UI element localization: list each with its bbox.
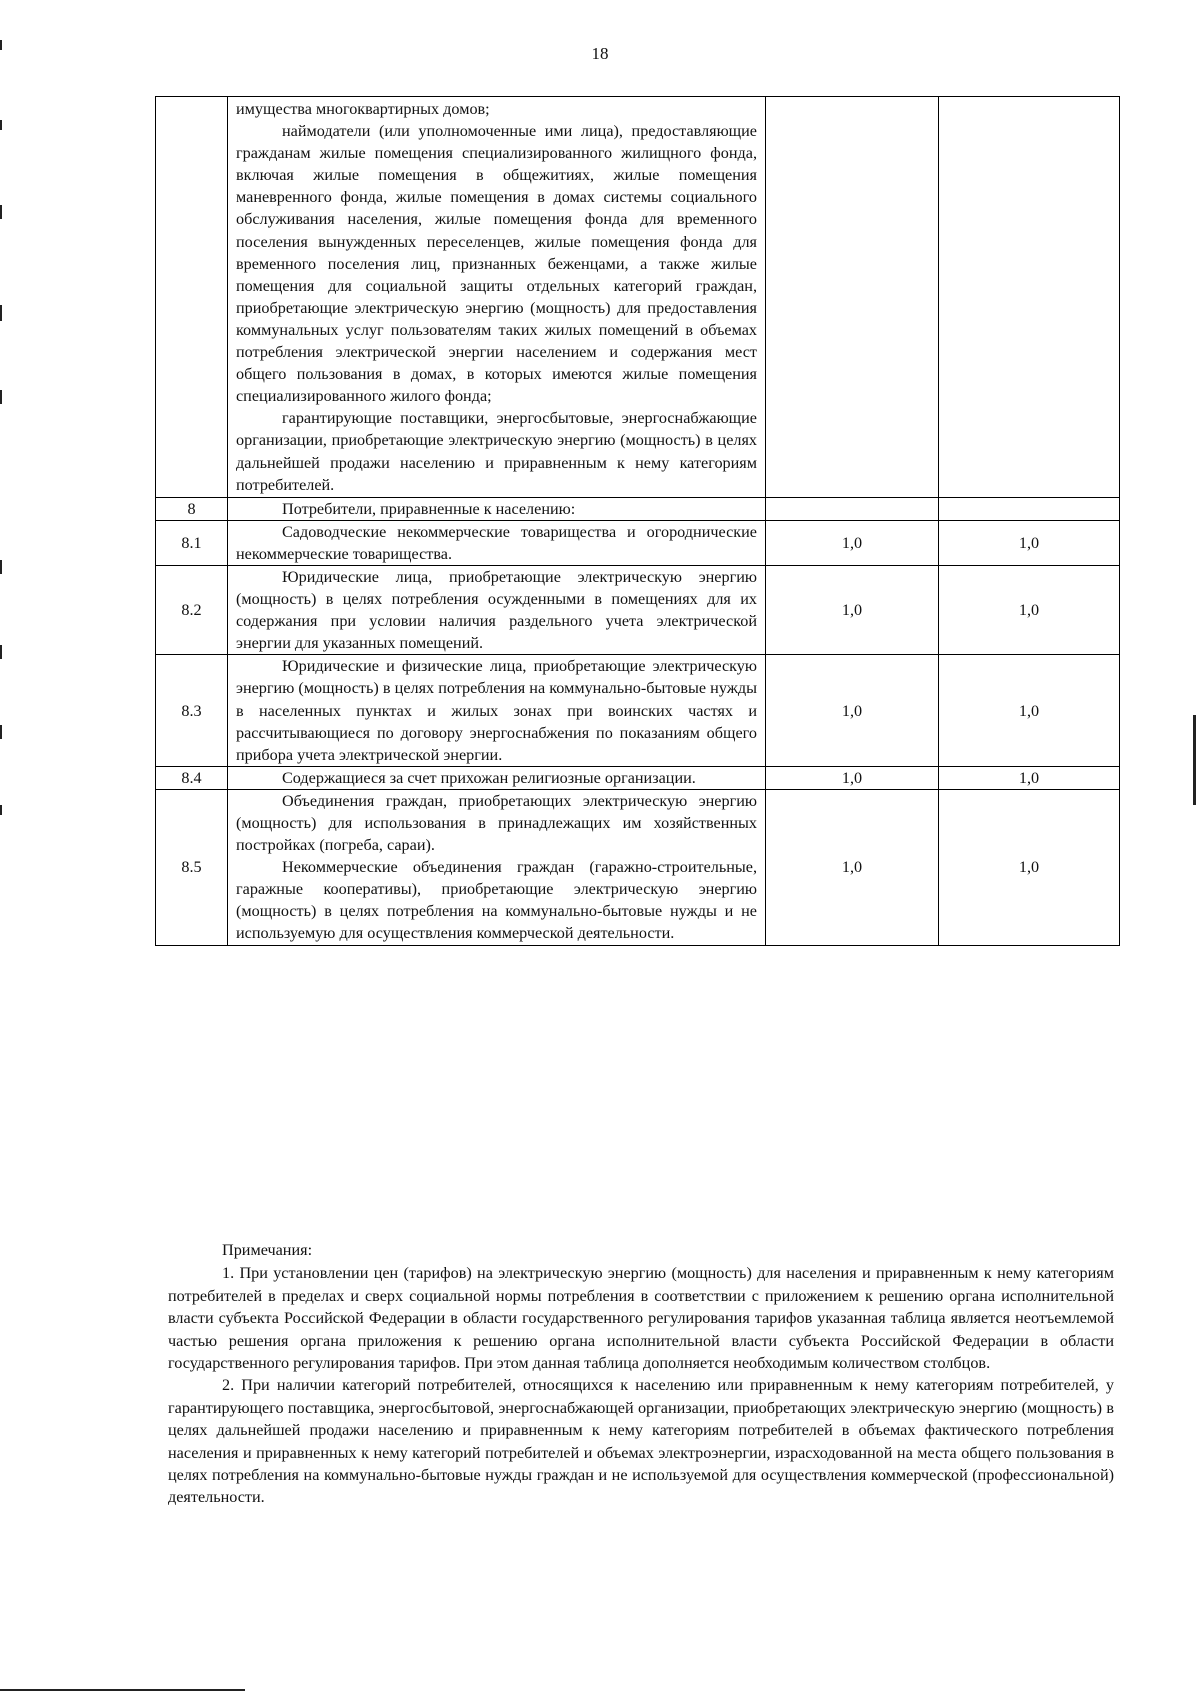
row-description: имущества многоквартирных домов; наймодатели (или уполномоченные ими лица), предоставляющие гражданам жилые помещения специализированного жилищного фонда, включая жилые помещения в общежитиях, жилые помещения маневренного фонда, жилые помещения в домах системы социального обслуживания населения, жилые помещения фонда для временного поселения вынужденных переселенцев, жилые помещения фонда для временного поселения лиц, признанных беженцами, а также жилые помещения для социальной защиты отдельных категорий граждан, приобретающие электрическую энергию (мощность) для предоставления коммунальных услуг пользователям таких жилых помещений в объемах потребления электрической энергии населением и содержания мест общего пользования в домах, в которых имеются жилые помещения специализированного жилого фонда; гарантирующие поставщики, энергосбытовые, энергоснабжающие организации, приобретающие электрическую энергию (мощность) в целях дальнейшей продажи населению и приравненным к нему категориям потребителей. (228, 97, 766, 498)
note-paragraph: 2. При наличии категорий потребителей, относящихся к населению или приравненным к нему категориям потребителей, у гарантирующего поставщика, энергосбытовой, энергоснабжающей организации, приобретающих электрическую энергию (мощность) в целях дальнейшей продажи населению и приравненным к нему категориям потребителей в объемах фактического потребления населения и приравненных к нему категорий потребителей и объемах электроэнергии, израсходованной на места общего пользования в целях потребления на коммунально-бытовые нужды граждан и не используемой для осуществления коммерческой (профессиональной) деятельности. (168, 1376, 1114, 1507)
value-cell: 1,0 (766, 655, 939, 766)
scan-edge-mark (0, 205, 2, 219)
scan-edge-mark (0, 390, 2, 404)
value-cell: 1,0 (766, 766, 939, 789)
value-cell: 1,0 (939, 520, 1120, 565)
value-cell: 1,0 (939, 565, 1120, 654)
scan-edge-mark (0, 645, 2, 659)
table-row (156, 565, 1120, 654)
table-row (156, 497, 1120, 520)
table-row (156, 766, 1120, 789)
note-paragraph: 1. При установлении цен (тарифов) на электрическую энергию (мощность) для населения и приравненным к нему категориям потребителей в пределах и сверх социальной нормы потребления в соответствии с приложением к решению органа исполнительной власти субъекта Российской Федерации в области государственного регулирования тарифов указанная таблица является неотъемлемой частью решения органа приложения к решению органа исполнительной власти субъекта Российской Федерации в области государственного регулирования тарифов. При этом данная таблица дополняется необходимым количеством столбцов. (168, 1264, 1114, 1373)
row-number: 8.5 (156, 789, 228, 945)
notes-section (168, 1239, 1114, 1509)
row-number: 8 (156, 497, 228, 520)
row-description: Юридические лица, приобретающие электрическую энергию (мощность) в целях потребления осужденными в помещениях для их содержания при условии наличия раздельного учета электрической энергии для указанных помещений. (228, 565, 766, 654)
scan-edge-mark (1193, 715, 1196, 805)
table-row (156, 520, 1120, 565)
row-description: Садоводческие некоммерческие товарищества и огороднические некоммерческие товарищества. (228, 520, 766, 565)
table-row (156, 655, 1120, 766)
value-cell: 1,0 (766, 565, 939, 654)
table-row (156, 97, 1120, 498)
row-description: Потребители, приравненные к населению: (228, 497, 766, 520)
tariff-table (155, 96, 1120, 946)
table-row (156, 789, 1120, 945)
row-description: Объединения граждан, приобретающих электрическую энергию (мощность) для использования в принадлежащих им хозяйственных постройках (погреба, сараи). Некоммерческие объединения граждан (гаражно-строительные, гаражные кооперативы), приобретающие электрическую энергию (мощность) в целях потребления на коммунально-бытовые нужды и не используемую для осуществления коммерческой деятельности. (228, 789, 766, 945)
scan-edge-mark (0, 120, 2, 130)
row-number: 8.4 (156, 766, 228, 789)
row-number: 8.1 (156, 520, 228, 565)
value-cell: 1,0 (939, 655, 1120, 766)
value-cell: 1,0 (766, 520, 939, 565)
row-number: 8.2 (156, 565, 228, 654)
row-description: Содержащиеся за счет прихожан религиозные организации. (228, 766, 766, 789)
page-number: 18 (591, 44, 609, 63)
row-description: Юридические и физические лица, приобретающие электрическую энергию (мощность) в целях потребления на коммунально-бытовые нужды в населенных пунктах и жилых зонах при воинских частях и рассчитывающиеся по договору энергоснабжения по показаниям общего прибора учета электрической энергии. (228, 655, 766, 766)
value-cell: 1,0 (939, 789, 1120, 945)
scan-edge-mark (0, 805, 2, 815)
value-cell: 1,0 (766, 789, 939, 945)
scan-edge-mark (0, 305, 2, 321)
scan-edge-mark (0, 560, 2, 574)
row-number: 8.3 (156, 655, 228, 766)
value-cell: 1,0 (939, 766, 1120, 789)
scan-edge-mark (0, 1689, 245, 1691)
notes-heading: Примечания: (222, 1241, 313, 1259)
scan-edge-mark (0, 725, 2, 739)
